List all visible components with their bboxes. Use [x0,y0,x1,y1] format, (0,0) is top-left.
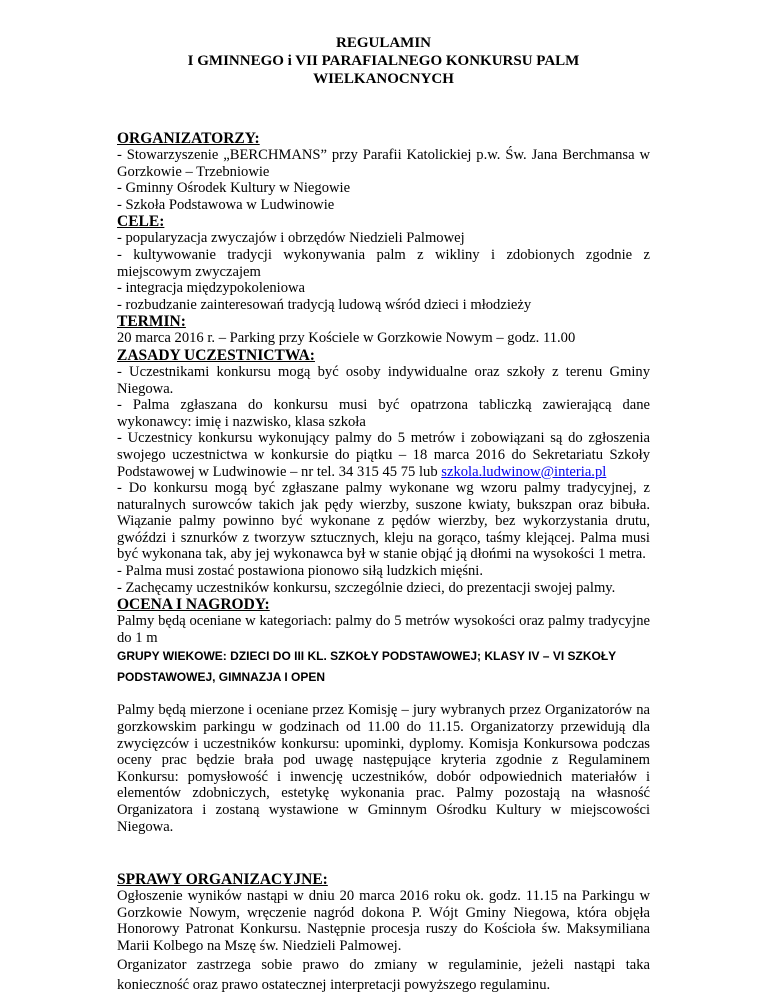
regulations-document [117,34,650,995]
goal-item: - kultywowanie tradycji wykonywania palm z wikliny i zdobionych zgodnie z miejscowym zwyczajem [117,246,650,280]
organizers-heading: ORGANIZATORZY: [117,130,260,147]
awards-heading: OCENA I NAGRODY: [117,596,270,614]
organizer-item: - Gminny Ośrodek Kultury w Niegowie [117,180,351,197]
rule-item: - Palma zgłaszana do konkursu musi być opatrzona tabliczką zawierającą dane wykonawcy: imię i nazwisko, klasa szkoła [117,397,650,430]
title-line-2: I GMINNEGO i VII PARAFIALNEGO KONKURSU PALM [187,53,580,69]
rule-item-text: - Uczestnicy konkursu wykonujący palmy do 5 metrów i zobowiązani są do zgłoszenia swojego uczestnictwa w konkursie do piątku – 18 marca 2016 do Sekretariatu Szkoły Podstawowej w Ludwinowie – nr tel. 34 315 45 75 lub [117,430,650,480]
email-link[interactable]: szkola.ludwinow@interia.pl [441,463,607,480]
rule-item: - Palma musi zostać postawiona pionowo siłą ludzkich mięśni. [117,563,483,580]
org-matters-heading: SPRAWY ORGANIZACYJNE: [117,871,328,889]
goal-item: - integracja międzypokoleniowa [117,280,306,297]
date-text: 20 marca 2016 r. – Parking przy Kościele w Gorzkowie Nowym – godz. 11.00 [117,330,576,347]
age-groups: GRUPY WIEKOWE: DZIECI DO III KL. SZKOŁY PODSTAWOWEJ; KLASY IV – VI SZKOŁY PODSTAWOWEJ, GIMNAZJA I OPEN [117,649,616,685]
goal-item: - rozbudzanie zainteresowań tradycją ludową wśród dzieci i młodzieży [117,296,532,313]
rules-heading: ZASADY UCZESTNICTWA: [117,346,315,364]
rule-item-registration [117,430,650,480]
rule-item: - Do konkursu mogą być zgłaszane palmy wykonane wg wzoru palmy tradycyjnej, z naturalnych surowców takich jak pędy wierzby, suszone kwiaty, bukszpan oraz bibuła. Wiązanie palmy powinno być wykonane z pędów wierzby, bez wykorzystania drutu, gwóździ i sznurków z tworzyw sztucznych, kleju na gorąco, taśmy klejącej. Palma musi być wykonana tak, aby jej wykonawca był w stanie objąć ją dłońmi na wysokości 1 metra. [117,480,650,563]
rule-item: - Zachęcamy uczestników konkursu, szczególnie dzieci, do prezentacji swojej palmy. [117,579,616,596]
awards-intro: Palmy będą oceniane w kategoriach: palmy do 5 metrów wysokości oraz palmy tradycyjne do 1 m [117,613,650,646]
organizer-item: - Stowarzyszenie „BERCHMANS” przy Parafii Katolickiej p.w. Św. Jana Berchmansa w Gorzkowie – Trzebniowie [117,147,650,180]
organizer-item: - Szkoła Podstawowa w Ludwinowie [117,196,335,213]
goal-item: - popularyzacja zwyczajów i obrzędów Niedzieli Palmowej [117,230,465,247]
awards-body: Palmy będą mierzone i oceniane przez Komisję – jury wybranych przez Organizatorów na gorzkowskim parkingu w godzinach od 11.00 do 11.15. Organizatorzy przewidują dla zwycięzców i uczestników konkursu: upominki, dyplomy. Komisja Konkursowa podczas oceny prac będzie brała pod uwagę następujące kryteria zgodnie z Regulaminem Konkursu: pomysłowość i inwencję uczestników, dobór odpowiednich materiałów i elementów zdobniczych, estetykę wykonania prac. Palmy pozostają na własność Organizatora i zostaną wystawione w Gminnym Ośrodku Kultury w miejscowości Niegowa. [117,702,650,835]
org-matters-para-2: Organizator zastrzega sobie prawo do zmiany w regulaminie, jeżeli nastąpi taka konieczność oraz prawo ostatecznej interpretacji powyższego regulaminu. [117,956,650,993]
org-matters-para-1: Ogłoszenie wyników nastąpi w dniu 20 marca 2016 roku ok. godz. 11.15 na Parkingu w Gorzkowie Nowym, wręczenie nagród dokona P. Wójt Gminy Niegowa, która objęła Honorowy Patronat Konkursu. Następnie procesja ruszy do Kościoła św. Maksymiliana Marii Kolbego na Mszę św. Niedzieli Palmowej. [117,888,650,954]
date-heading: TERMIN: [117,313,186,331]
rule-item: - Uczestnikami konkursu mogą być osoby indywidualne oraz szkoły z terenu Gminy Niegowa. [117,363,650,397]
title-line-1: REGULAMIN [335,35,431,51]
title-line-3: WIELKANOCNYCH [313,71,454,87]
goals-heading: CELE: [117,213,165,231]
